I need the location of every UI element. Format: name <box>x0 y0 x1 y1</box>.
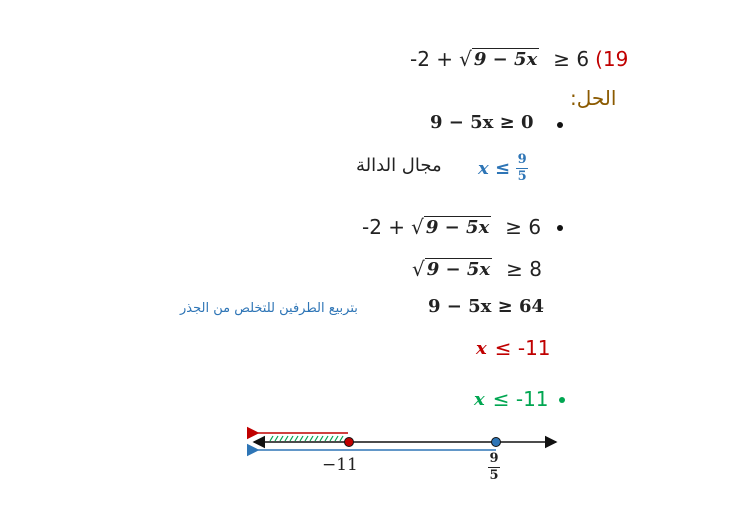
bullet-final <box>559 397 565 403</box>
number-line <box>240 420 570 470</box>
step2-line2-radical: √ 9 − 5x <box>412 257 491 281</box>
problem-radical: √ 9 − 5x <box>459 47 538 71</box>
label-minus-11: −11 <box>322 455 358 475</box>
problem-number: (19 <box>595 47 629 71</box>
step2-line4-var: x <box>476 337 487 359</box>
label-9-5 <box>488 452 500 483</box>
problem-relation: ≥ 6 <box>553 47 590 71</box>
step2-line2 <box>412 254 542 284</box>
domain-fraction <box>516 153 528 184</box>
bullet-step1 <box>557 122 563 128</box>
final-var: x <box>474 388 485 410</box>
domain-var: x ≤ <box>478 157 511 179</box>
solution-label: الحل: <box>570 86 617 110</box>
step2-line2-relation: ≥ 8 <box>506 257 542 281</box>
point-minus-11 <box>345 438 354 447</box>
problem-statement <box>410 44 628 74</box>
domain-numerator: 9 <box>517 151 527 167</box>
step1-domain <box>478 150 528 186</box>
step2-line1-const: -2 + <box>362 215 406 239</box>
point-9-5 <box>492 438 501 447</box>
step2-line1-radical: √ 9 − 5x <box>411 215 490 239</box>
domain-denominator: 5 <box>517 168 527 184</box>
label-9-5-num: 9 <box>489 451 499 466</box>
step2-line4-relation: ≤ -11 <box>494 336 551 360</box>
step1-inequality: 9 − 5x ≥ 0 <box>430 112 534 133</box>
step2-line1 <box>362 212 541 242</box>
problem-lhs-const: -2 + <box>410 47 454 71</box>
step2-line1-relation: ≥ 6 <box>505 215 542 239</box>
final-answer <box>474 387 549 411</box>
problem-radicand: 9 − 5x <box>473 49 538 70</box>
step2-note: بتربيع الطرفين للتخلص من الجذر <box>180 301 358 316</box>
label-9-5-den: 5 <box>489 468 499 483</box>
bullet-step2 <box>557 225 563 231</box>
step2-line3: 9 − 5x ≥ 64 <box>428 296 545 317</box>
solution-hatch <box>270 436 343 441</box>
step2-line4 <box>476 336 551 360</box>
domain-label: مجال الدالة <box>356 155 442 176</box>
final-relation: ≤ -11 <box>492 387 549 411</box>
